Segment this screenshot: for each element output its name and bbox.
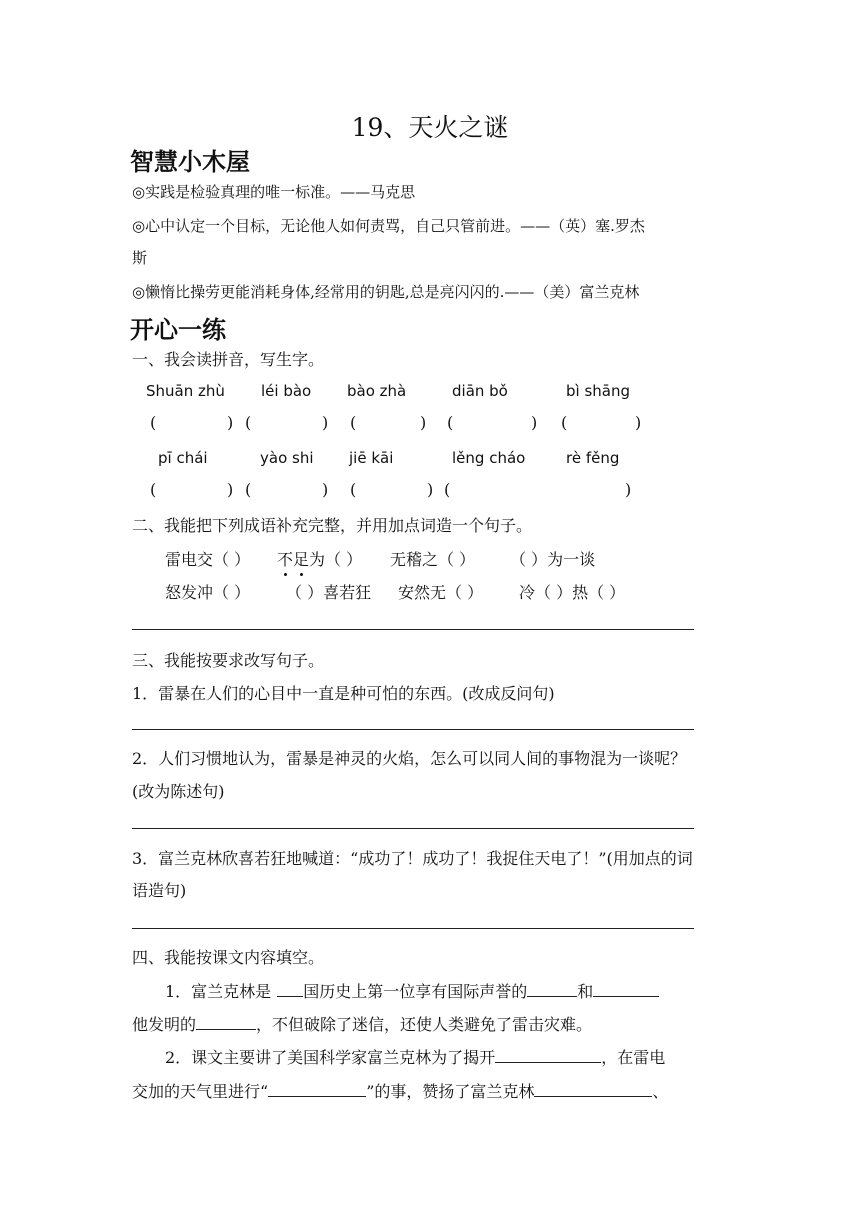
fill-item-2-line1	[165, 1045, 665, 1068]
quote-rogers-line1: ◎心中认定一个目标，无论他人如何责骂，自己只管前进。——（英）塞.罗杰	[132, 217, 645, 235]
fill-item-2-text-a: 2．课文主要讲了美国科学家富兰克林为了揭开	[165, 1048, 496, 1067]
pinyin-6: pī chái	[158, 449, 208, 467]
pinyin-3: bào zhà	[347, 382, 407, 400]
dotted-char-2: 足	[293, 547, 309, 570]
fill-item-2-text-b: ，在雷电	[601, 1048, 666, 1067]
page-title: 19、天火之谜	[351, 113, 509, 142]
pinyin-4: diān bǒ	[452, 382, 508, 400]
answer-box-8-open: (	[350, 480, 357, 499]
answer-box-4-close: )	[531, 413, 538, 432]
section-heading-practice: 开心一练	[130, 316, 226, 344]
answer-box-8-close: )	[427, 480, 434, 499]
answer-box-3-close: )	[420, 413, 427, 432]
fill-item-2-text-d: ”的事，赞扬了富兰克林	[366, 1082, 535, 1101]
idiom-2-rest: 为（ ）	[309, 550, 363, 569]
answer-line-1[interactable]	[132, 629, 694, 630]
fill-item-1-text-a: 1．富兰克林是	[165, 982, 272, 1001]
question2-title: 二、我能把下列成语补充完整，并用加点词造一个句子。	[132, 516, 533, 535]
fill-item-1-line1	[165, 979, 659, 1002]
blank-mystery[interactable]	[495, 1048, 601, 1063]
pinyin-8: jiē kāi	[349, 449, 394, 467]
question1-title: 一、我会读拼音，写生字。	[132, 350, 325, 369]
fill-item-1-text-b: 国历史上第一位享有国际声誉的	[303, 982, 528, 1001]
pinyin-10: rè fěng	[566, 449, 620, 467]
fill-item-2-text-c: 交加的天气里进行“	[132, 1082, 269, 1101]
answer-line-2[interactable]	[132, 729, 694, 730]
dotted-char-1: 不	[277, 547, 293, 570]
answer-box-6-close: )	[227, 480, 234, 499]
fill-item-1-text-c: 和	[577, 982, 594, 1001]
fill-item-1-line2	[132, 1012, 592, 1035]
idiom-5: 怒发冲（ ）	[165, 583, 251, 602]
rewrite-sentence-3-line1: 3．富兰克林欣喜若狂地喊道：“成功了！成功了！我捉住天电了！”(用加点的词	[132, 849, 693, 868]
rewrite-sentence-3-line2: 语造句)	[132, 881, 187, 900]
answer-box-2-close: )	[322, 413, 329, 432]
idiom-4: （ ）为一谈	[510, 550, 596, 569]
answer-box-9-close: )	[625, 480, 632, 499]
fill-item-2-text-e: 、	[652, 1082, 669, 1101]
answer-box-9-open: (	[444, 480, 451, 499]
idiom-1: 雷电交（ ）	[165, 550, 251, 569]
rewrite-sentence-2-line1: 2．人们习惯地认为，雷暴是神灵的火焰，怎么可以同人间的事物混为一谈呢？	[132, 749, 687, 768]
answer-box-1-open: (	[150, 413, 157, 432]
quote-rogers-line2: 斯	[132, 249, 148, 267]
blank-profession-2[interactable]	[593, 982, 659, 997]
idiom-3: 无稽之（ ）	[390, 550, 476, 569]
fill-item-1-text-d: 他发明的	[132, 1015, 197, 1034]
idiom-6: （ ）喜若狂	[286, 583, 372, 602]
rewrite-sentence-1: 1．雷暴在人们的心目中一直是种可怕的东西。(改成反问句)	[132, 684, 555, 703]
section-heading-wisdom: 智慧小木屋	[130, 148, 250, 176]
idiom-7: 安然无（ ）	[398, 583, 484, 602]
question4-title: 四、我能按课文内容填空。	[132, 948, 325, 967]
answer-line-3[interactable]	[132, 828, 694, 829]
question3-title: 三、我能按要求改写句子。	[132, 651, 325, 670]
fill-item-2-line2	[132, 1079, 668, 1102]
blank-country[interactable]	[277, 982, 303, 997]
pinyin-9: lěng cháo	[452, 449, 526, 467]
answer-box-3-open: (	[350, 413, 357, 432]
answer-box-4-open: (	[447, 413, 454, 432]
answer-box-7-open: (	[245, 480, 252, 499]
blank-experiment[interactable]	[268, 1082, 366, 1097]
answer-box-5-close: )	[635, 413, 642, 432]
blank-quality[interactable]	[534, 1082, 652, 1097]
pinyin-1: Shuān zhù	[146, 382, 225, 400]
rewrite-sentence-2-line2: (改为陈述句)	[132, 782, 225, 801]
idiom-2	[277, 547, 362, 570]
quote-franklin: ◎懒惰比操劳更能消耗身体,经常用的钥匙,总是亮闪闪的.——（美）富兰克林	[132, 283, 640, 301]
blank-profession-1[interactable]	[527, 982, 577, 997]
answer-box-6-open: (	[150, 480, 157, 499]
answer-line-4[interactable]	[132, 928, 694, 929]
answer-box-1-close: )	[227, 413, 234, 432]
pinyin-7: yào shi	[260, 449, 314, 467]
blank-invention[interactable]	[196, 1015, 256, 1030]
quote-marx: ◎实践是检验真理的唯一标准。——马克思	[132, 183, 416, 201]
answer-box-2-open: (	[245, 413, 252, 432]
pinyin-2: léi bào	[261, 382, 312, 400]
idiom-8: 冷（ ）热（ ）	[519, 583, 626, 602]
pinyin-5: bì shāng	[566, 382, 630, 400]
fill-item-1-text-e: ，不但破除了迷信，还使人类避免了雷击灾难。	[256, 1015, 593, 1034]
answer-box-5-open: (	[561, 413, 568, 432]
answer-box-7-close: )	[322, 480, 329, 499]
